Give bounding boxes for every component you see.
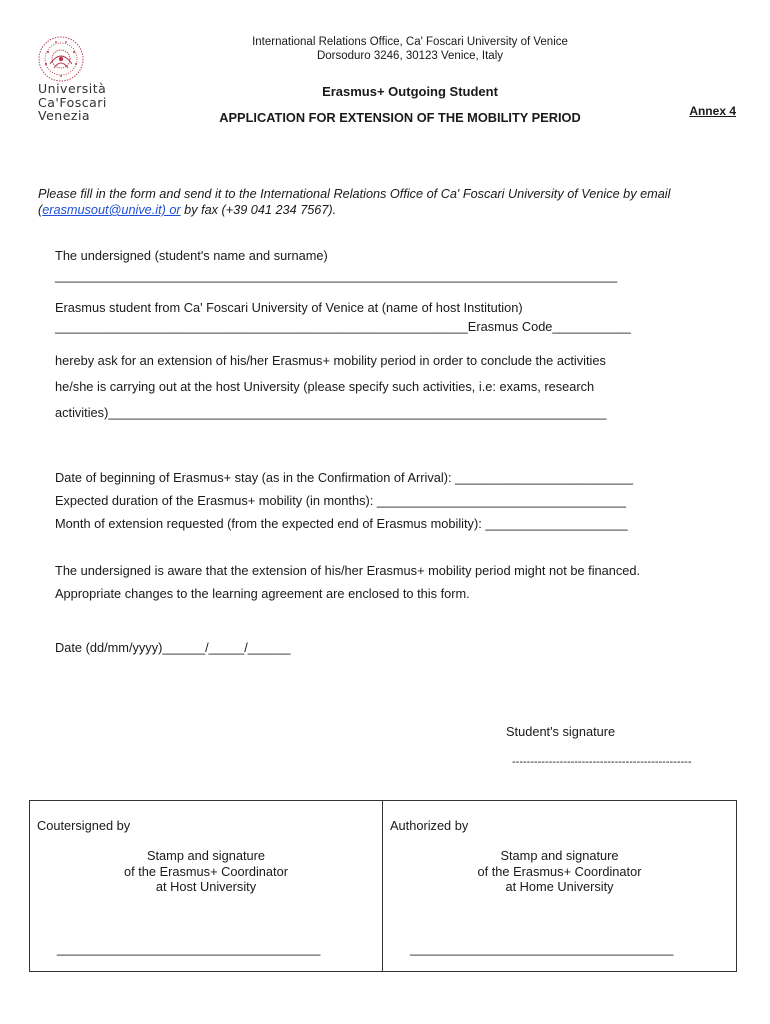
host-institution-label: Erasmus student from Ca' Foscari University of Venice at (name of host Institution): [55, 300, 523, 315]
activities-field[interactable]: activities)______________________________________________________________________: [55, 405, 607, 420]
begin-date-field[interactable]: Date of beginning of Erasmus+ stay (as in the Confirmation of Arrival): _________________________: [55, 470, 634, 485]
instructions: [38, 186, 738, 218]
student-signature-line[interactable]: -------------------------------------------------: [512, 756, 692, 768]
home-stamp-line: Stamp and signature: [500, 848, 619, 863]
instructions-fax: by fax (+39 041 234 7567).: [180, 203, 337, 217]
home-stamp-line: of the Erasmus+ Coordinator: [477, 863, 642, 879]
undersigned-label: The undersigned (student's name and surname): [55, 248, 328, 263]
request-text-2: he/she is carrying out at the host University (please specify such activities, i.e: exams, research: [55, 379, 595, 394]
home-signature-line[interactable]: _____________________________________: [410, 941, 674, 956]
student-name-field[interactable]: _______________________________________________________________________________: [55, 268, 618, 283]
office-line-2: Dorsoduro 3246, 30123 Venice, Italy: [316, 50, 504, 62]
university-seal-icon: [36, 34, 86, 84]
awareness-text-2: Appropriate changes to the learning agreement are enclosed to this form.: [55, 586, 470, 601]
authorized-title: Authorized by: [390, 818, 469, 833]
page-title: APPLICATION FOR EXTENSION OF THE MOBILITY PERIOD: [219, 110, 581, 125]
logo-line: Venezia: [38, 108, 91, 123]
instructions-text: Please fill in the form and send it to the International Relations Office of Ca' Foscari University of Venice by email (: [38, 187, 671, 217]
home-stamp-line: at Home University: [505, 879, 614, 894]
office-address: [150, 35, 670, 63]
host-stamp-line: at Host University: [155, 879, 257, 894]
host-institution-field[interactable]: __________________________________________________________Erasmus Code___________: [55, 319, 631, 334]
host-stamp-line: Stamp and signature: [146, 848, 266, 863]
awareness-text-1: The undersigned is aware that the extension of his/her Erasmus+ mobility period might not be financed.: [55, 563, 641, 578]
signature-box: [29, 800, 737, 972]
home-stamp-text: [383, 848, 736, 895]
annex-label: Annex 4: [689, 104, 736, 118]
university-logo-text: [38, 82, 107, 123]
office-line-1: International Relations Office, Ca' Foscari University of Venice: [252, 36, 568, 48]
request-text-1: hereby ask for an extension of his/her Erasmus+ mobility period in order to conclude the activities: [55, 353, 606, 368]
logo-line: Università: [38, 81, 107, 96]
email-link[interactable]: erasmusout@unive.it) or: [42, 203, 181, 217]
host-stamp-line: of the Erasmus+ Coordinator: [124, 863, 288, 879]
host-stamp-text: [30, 848, 382, 895]
logo-line: Ca'Foscari: [38, 94, 107, 110]
student-signature-label: Student's signature: [506, 724, 616, 739]
duration-field[interactable]: Expected duration of the Erasmus+ mobility (in months): ___________________________________: [55, 493, 626, 508]
countersigned-title: Coutersigned by: [37, 818, 131, 833]
host-signature-line[interactable]: _____________________________________: [57, 941, 321, 956]
extension-month-field[interactable]: Month of extension requested (from the expected end of Erasmus mobility): ____________________: [55, 516, 628, 531]
program-title: Erasmus+ Outgoing Student: [322, 84, 498, 99]
date-field[interactable]: Date (dd/mm/yyyy)______/_____/______: [55, 640, 291, 655]
